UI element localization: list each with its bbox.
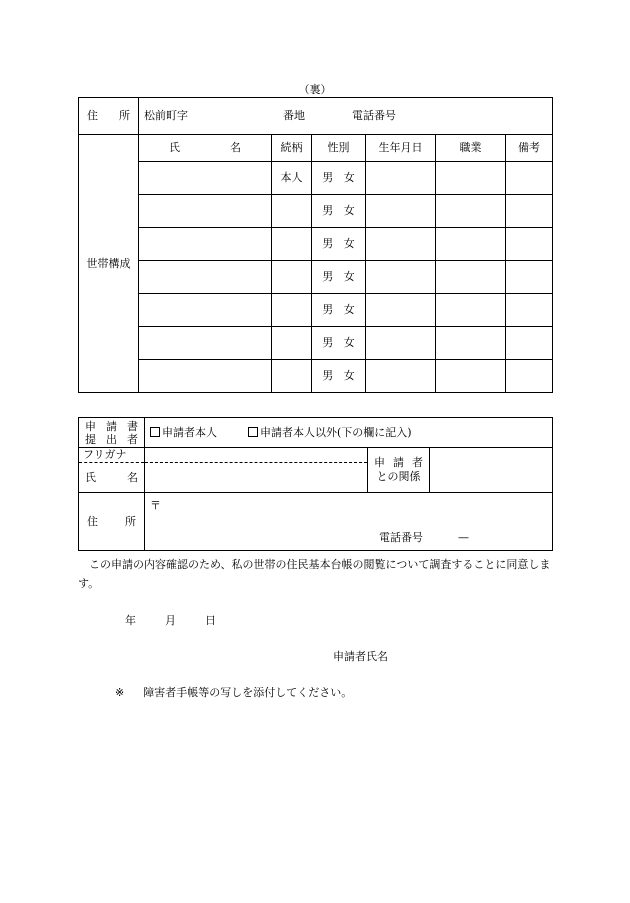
relation-field[interactable]: [430, 448, 553, 493]
applicant-address-field[interactable]: [145, 493, 553, 551]
checkbox-other[interactable]: [248, 427, 258, 437]
member-birthdate-field[interactable]: [366, 162, 436, 195]
member-occupation-field[interactable]: [436, 327, 506, 360]
member-remarks-field[interactable]: [506, 294, 553, 327]
member-relation[interactable]: [272, 327, 312, 360]
furigana-input[interactable]: [145, 448, 367, 463]
member-relation[interactable]: [272, 195, 312, 228]
member-remarks-field[interactable]: [506, 261, 553, 294]
gender-male[interactable]: 男: [322, 303, 334, 317]
household-section-label: 世帯構成: [79, 135, 139, 393]
address-row: [79, 98, 553, 135]
member-name-field[interactable]: [139, 327, 272, 360]
gender-female[interactable]: 女: [343, 303, 355, 317]
option-other-label: 申請者本人以外(下の欄に記入): [260, 425, 412, 439]
header-birthdate: 生年月日: [366, 135, 436, 162]
address-label-char-2: 所: [119, 109, 130, 123]
member-name-field[interactable]: [139, 195, 272, 228]
member-gender[interactable]: [312, 327, 366, 360]
member-remarks-field[interactable]: [506, 360, 553, 393]
header-name-char-2: 名: [230, 141, 241, 155]
member-name-field[interactable]: [139, 261, 272, 294]
header-gender: 性別: [312, 135, 366, 162]
member-occupation-field[interactable]: [436, 195, 506, 228]
household-table: [78, 97, 553, 393]
member-name-field[interactable]: [139, 360, 272, 393]
member-gender[interactable]: [312, 195, 366, 228]
applicant-signature: 申請者氏名: [333, 650, 388, 663]
header-relation: 続柄: [272, 135, 312, 162]
household-row: [79, 195, 553, 228]
member-name-field[interactable]: [139, 228, 272, 261]
member-relation[interactable]: [272, 360, 312, 393]
household-row: [79, 162, 553, 195]
member-occupation-field[interactable]: [436, 294, 506, 327]
furigana-label: フリガナ: [79, 448, 144, 463]
name-input[interactable]: [145, 463, 367, 492]
member-name-field[interactable]: [139, 162, 272, 195]
name-label-char-2: 名: [127, 471, 138, 484]
household-row: [79, 327, 553, 360]
date-line: [125, 612, 216, 628]
address-label-char-1: 住: [87, 109, 98, 123]
option-self[interactable]: [150, 426, 217, 439]
household-row: [79, 360, 553, 393]
date-day: 日: [205, 614, 216, 627]
applicant-table: [78, 417, 553, 551]
member-occupation-field[interactable]: [436, 360, 506, 393]
page-side-label: （裏）: [298, 83, 332, 96]
member-relation[interactable]: [272, 228, 312, 261]
date-year: 年: [125, 614, 136, 627]
gender-male[interactable]: 男: [322, 336, 334, 350]
name-label-cell: [79, 448, 145, 493]
phone-label: 電話番号: [352, 109, 396, 123]
name-label-char-1: 氏: [85, 471, 96, 484]
applicant-name-field[interactable]: [145, 448, 368, 493]
address-field[interactable]: [139, 98, 553, 135]
member-birthdate-field[interactable]: [366, 360, 436, 393]
member-gender[interactable]: [312, 360, 366, 393]
header-name: [139, 135, 272, 162]
member-remarks-field[interactable]: [506, 327, 553, 360]
gender-female[interactable]: 女: [343, 204, 355, 218]
member-name-field[interactable]: [139, 294, 272, 327]
banchi-label: 番地: [283, 109, 305, 123]
option-self-label: 申請者本人: [162, 425, 217, 439]
gender-male[interactable]: 男: [322, 171, 334, 185]
member-gender[interactable]: [312, 162, 366, 195]
applicant-name-row: [79, 448, 553, 493]
note-mark: ※: [115, 686, 125, 699]
member-occupation-field[interactable]: [436, 261, 506, 294]
household-row: [79, 294, 553, 327]
note-text: 障害者手帳等の写しを添付してください。: [143, 686, 353, 699]
member-remarks-field[interactable]: [506, 162, 553, 195]
header-occupation: 職業: [436, 135, 506, 162]
gender-female[interactable]: 女: [343, 237, 355, 251]
member-gender[interactable]: [312, 294, 366, 327]
member-remarks-field[interactable]: [506, 228, 553, 261]
applicant-phone-dash: —: [458, 531, 469, 544]
attachment-note: [115, 684, 352, 700]
gender-male[interactable]: 男: [322, 369, 334, 383]
applicant-phone-label: 電話番号: [379, 531, 423, 544]
applicant-address-row: [79, 493, 553, 551]
member-gender[interactable]: [312, 228, 366, 261]
checkbox-self[interactable]: [150, 427, 160, 437]
postal-mark: 〒: [150, 499, 161, 512]
applicant-address-label: 住 所: [79, 493, 145, 551]
member-relation[interactable]: [272, 261, 312, 294]
header-name-char-1: 氏: [169, 141, 180, 155]
gender-female[interactable]: 女: [343, 270, 355, 284]
member-relation[interactable]: 本人: [272, 162, 312, 195]
gender-female[interactable]: 女: [343, 336, 355, 350]
household-row: [79, 261, 553, 294]
member-occupation-field[interactable]: [436, 162, 506, 195]
relation-label: 申 請 者 との関係: [368, 448, 430, 493]
household-header-row: [79, 135, 553, 162]
gender-female[interactable]: 女: [343, 171, 355, 185]
member-birthdate-field[interactable]: [366, 327, 436, 360]
gender-male[interactable]: 男: [322, 237, 334, 251]
submitter-options: [145, 418, 553, 448]
submitter-row: [79, 418, 553, 448]
consent-text: この申請の内容確認のため、私の世帯の住民基本台帳の閲覧について調査することに同意します。: [78, 558, 551, 590]
address-label-cell: [79, 98, 139, 135]
member-birthdate-field[interactable]: [366, 228, 436, 261]
gender-female[interactable]: 女: [343, 369, 355, 383]
member-birthdate-field[interactable]: [366, 195, 436, 228]
member-birthdate-field[interactable]: [366, 261, 436, 294]
member-occupation-field[interactable]: [436, 228, 506, 261]
date-month: 月: [165, 614, 176, 627]
header-remarks: 備考: [506, 135, 553, 162]
submitter-label: 申 請 書 提 出 者: [79, 418, 145, 448]
member-gender[interactable]: [312, 261, 366, 294]
household-row: [79, 228, 553, 261]
gender-male[interactable]: 男: [322, 270, 334, 284]
option-other[interactable]: [248, 426, 412, 439]
town-label: 松前町字: [144, 109, 188, 123]
member-remarks-field[interactable]: [506, 195, 553, 228]
member-relation[interactable]: [272, 294, 312, 327]
gender-male[interactable]: 男: [322, 204, 334, 218]
member-birthdate-field[interactable]: [366, 294, 436, 327]
